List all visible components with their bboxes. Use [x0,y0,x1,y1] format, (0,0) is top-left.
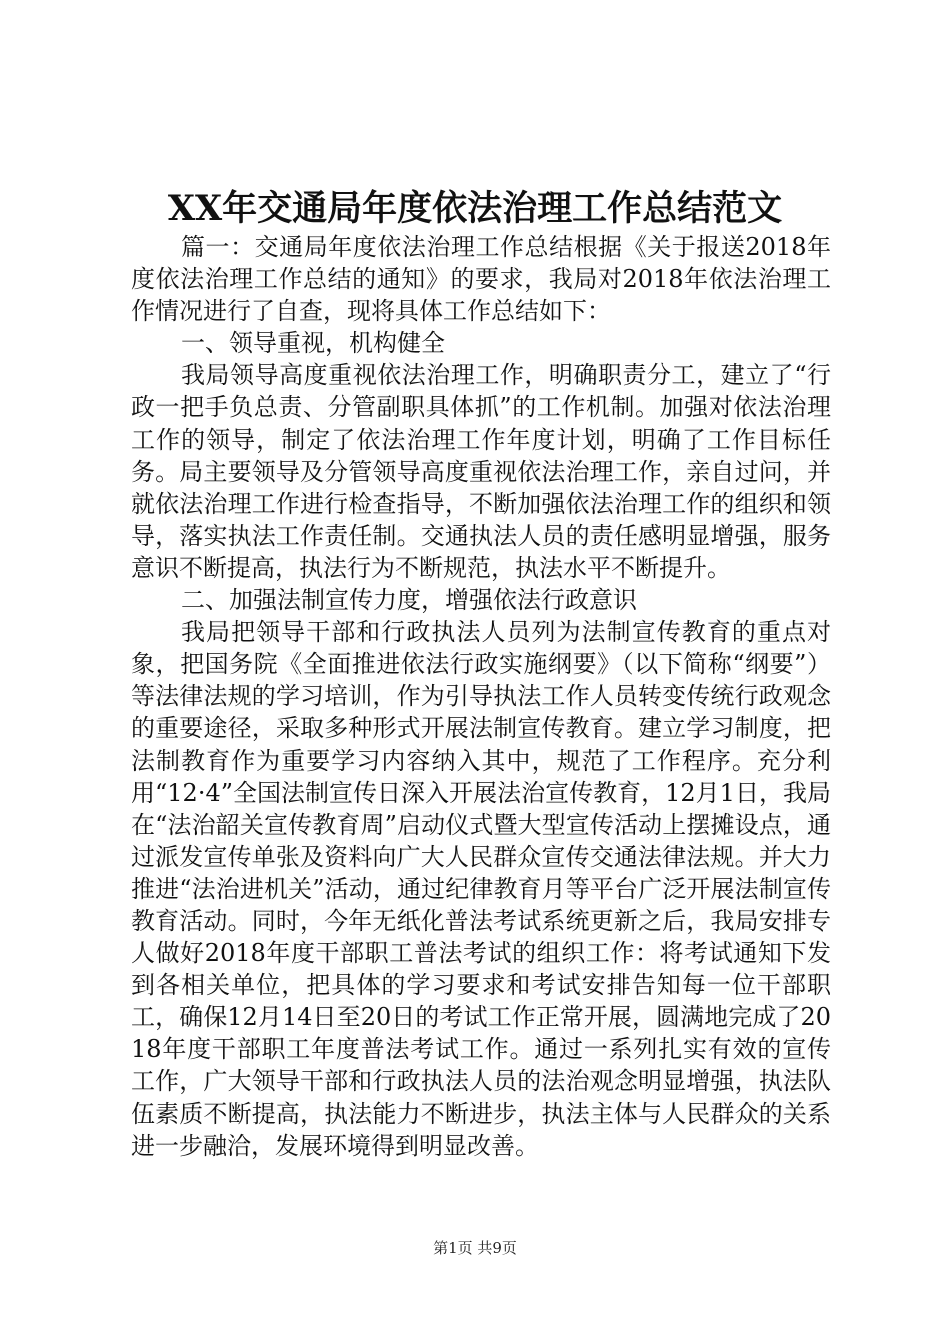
section-heading-1: 一、领导重视，机构健全 [181,329,445,358]
paragraph-intro: 篇一：交通局年度依法治理工作总结根据《关于报送2018年度依法治理工作总结的通知》的要求，我局对2018年依法治理工作情况进行了自查，现将具体工作总结如下： [131,233,831,326]
paragraph-section-2: 我局把领导干部和行政执法人员列为法制宣传教育的重点对象，把国务院《全面推进依法行政实施纲要》（以下简称“纲要”）等法律法规的学习培训，作为引导执法工作人员转变传统行政观念的重要途径，采取多种形式开展法制宣传教育。建立学习制度，把法制教育作为重要学习内容纳入其中，规范了工作程序。充分利用“12·4”全国法制宣传日深入开展法治宣传教育，12月1日，我局在“法治韶关宣传教育周”启动仪式暨大型宣传活动上摆摊设点，通过派发宣传单张及资料向广大人民群众宣传交通法律法规。并大力推进“法治进机关”活动，通过纪律教育月等平台广泛开展法制宣传教育活动。同时，今年无纸化普法考试系统更新之后，我局安排专人做好2018年度干部职工普法考试的组织工作：将考试通知下发到各相关单位，把具体的学习要求和考试安排告知每一位干部职工，确保12月14日至20日的考试工作正常开展，圆满地完成了2018年度干部职工年度普法考试工作。通过一系列扎实有效的宣传工作，广大领导干部和行政执法人员的法治观念明显增强，执法队伍素质不断提高，执法能力不断进步，执法主体与人民群众的关系进一步融洽，发展环境得到明显改善。 [131,618,831,1160]
paragraph-section-1: 我局领导高度重视依法治理工作，明确职责分工，建立了“行政一把手负总责、分管副职具体抓”的工作机制。加强对依法治理工作的领导，制定了依法治理工作年度计划，明确了工作目标任务。局主要领导及分管领导高度重视依法治理工作，亲自过问，并就依法治理工作进行检查指导，不断加强依法治理工作的组织和领导，落实执法工作责任制。交通执法人员的责任感明显增强，服务意识不断提高，执法行为不断规范，执法水平不断提升。 [131,361,831,582]
page-number-footer: 第1页 共9页 [433,1239,517,1257]
document-body [131,231,831,1162]
section-heading-2: 二、加强法制宣传力度，增强依法行政意识 [181,586,637,615]
document-title: XX年交通局年度依法治理工作总结范文 [167,188,783,229]
